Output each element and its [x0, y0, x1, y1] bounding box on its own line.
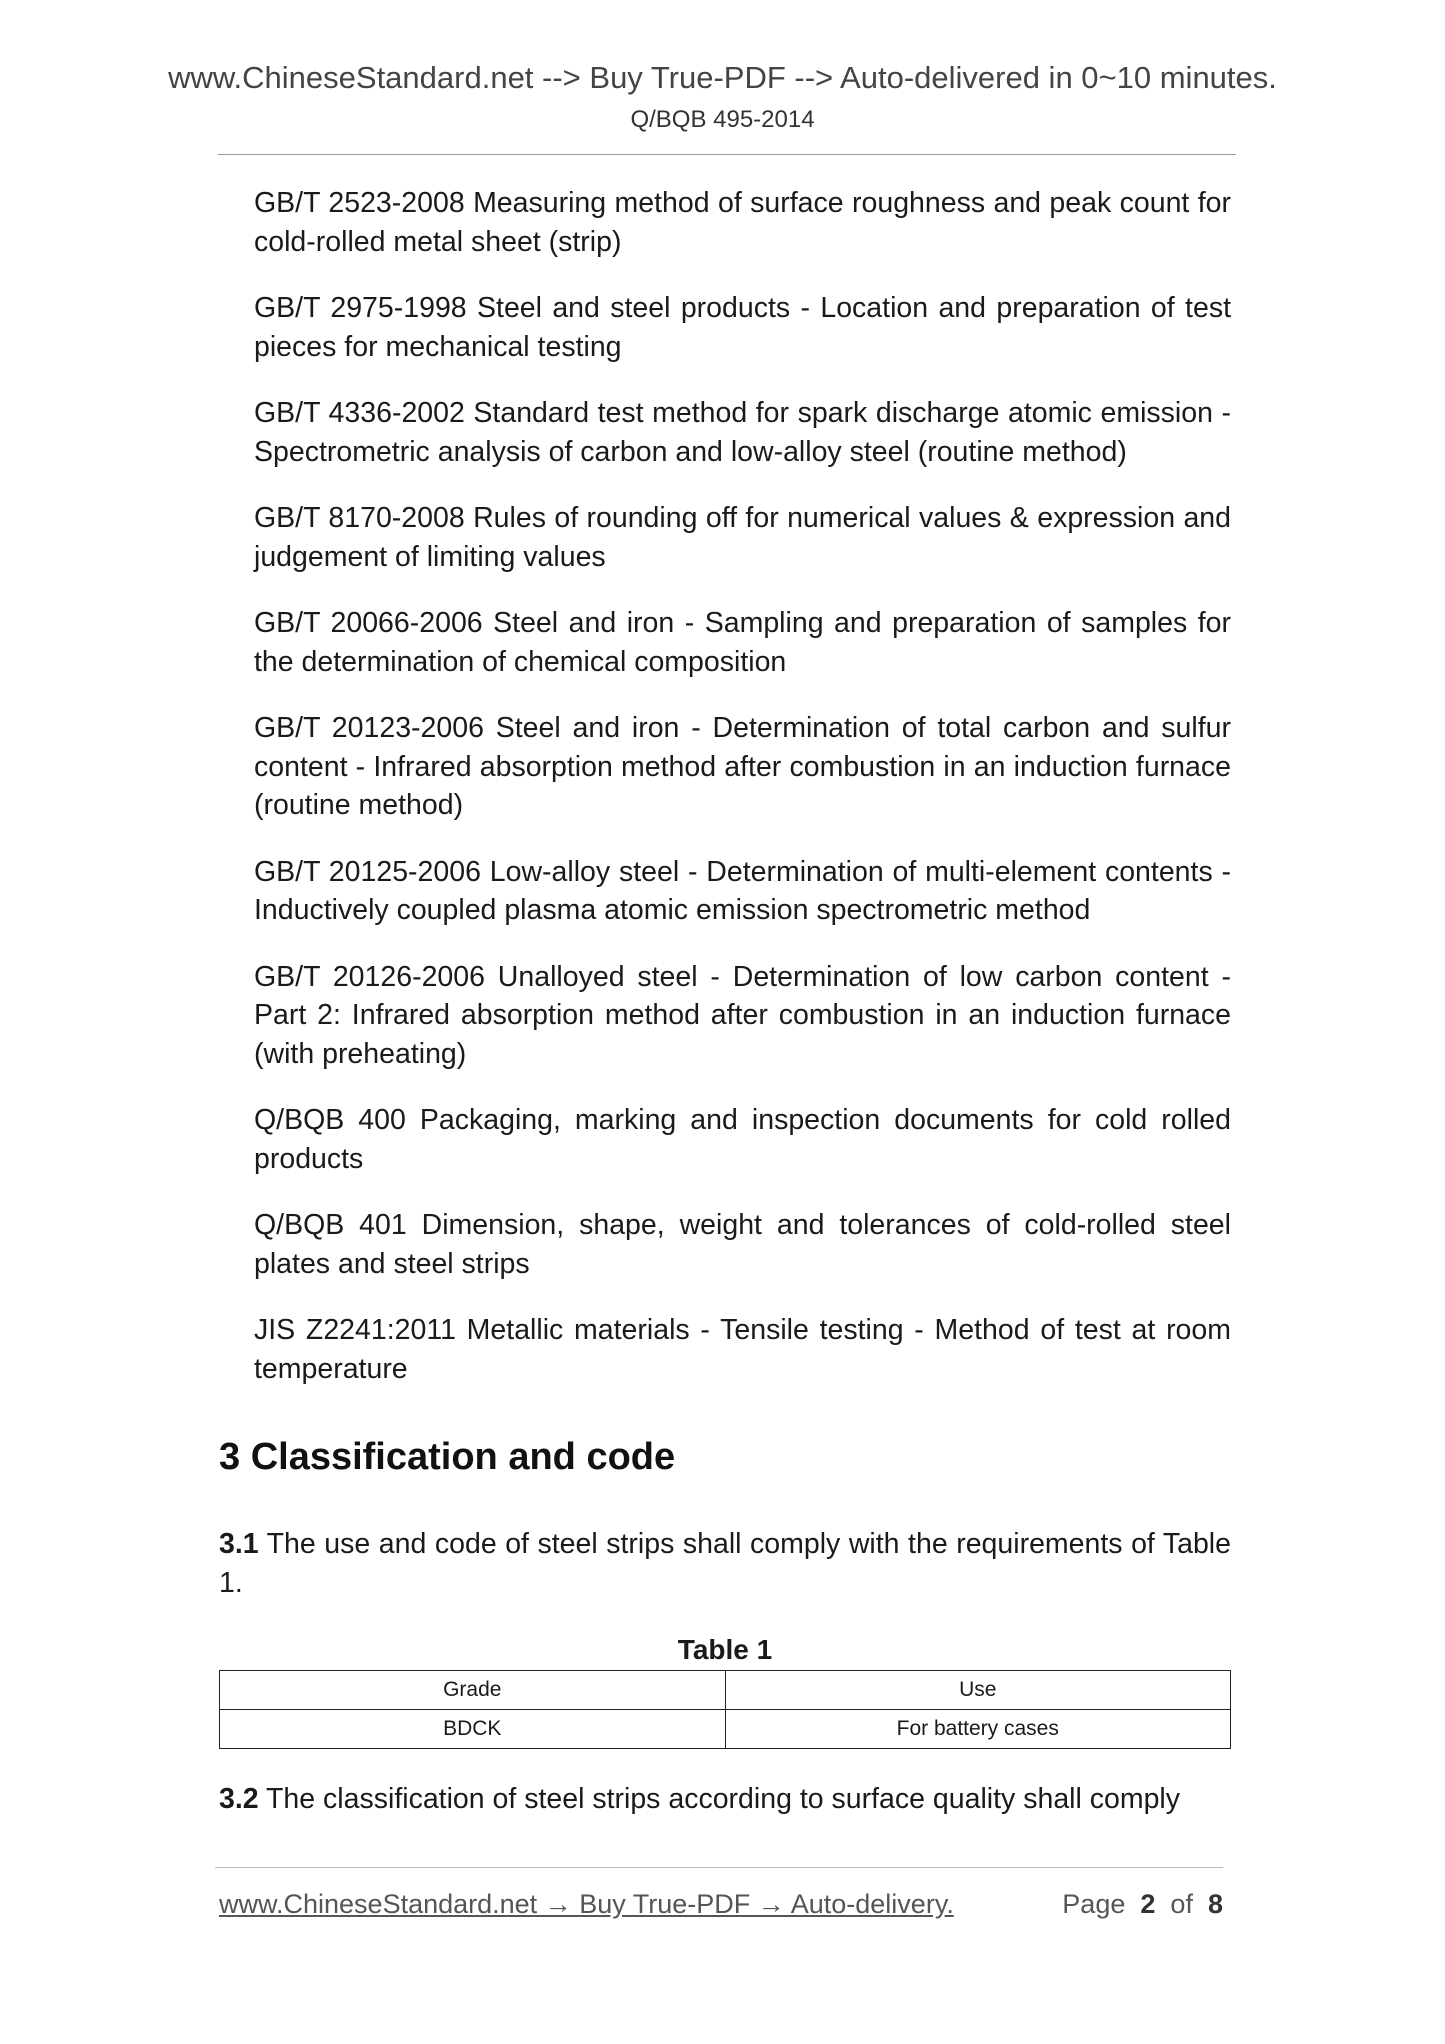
reference-item: GB/T 2523-2008 Measuring method of surface roughness and peak count for cold-rolled metal sheet (strip) — [254, 187, 1231, 258]
clause-3-1 — [219, 1525, 1231, 1602]
reference-item: GB/T 20066-2006 Steel and iron - Sampling and preparation of samples for the determination of chemical composition — [254, 607, 1231, 678]
page-number: 2 — [1140, 1889, 1156, 1919]
reference-item: GB/T 20126-2006 Unalloyed steel - Determination of low carbon content - Part 2: Infrared absorption method after combustion in an induction furnace (with preheating) — [254, 960, 1231, 1070]
table-header-cell: Grade — [220, 1671, 726, 1710]
clause-text: The use and code of steel strips shall comply with the requirements of Table 1. — [219, 1528, 1231, 1599]
of-label: of — [1170, 1889, 1193, 1919]
clause-3-2 — [219, 1780, 1231, 1819]
footer-link[interactable]: www.ChineseStandard.net → Buy True-PDF → Auto-delivery. — [219, 1889, 954, 1919]
grade-use-table — [219, 1670, 1231, 1749]
header-divider — [218, 154, 1236, 155]
table-caption: Table 1 — [677, 1634, 773, 1665]
reference-item: GB/T 2975-1998 Steel and steel products - Location and preparation of test pieces for mechanical testing — [254, 292, 1231, 363]
clause-text: The classification of steel strips according to surface quality shall comply — [258, 1783, 1181, 1815]
page-total: 8 — [1207, 1889, 1223, 1919]
document-code: Q/BQB 495-2014 — [630, 106, 815, 133]
table-header-cell: Use — [725, 1671, 1231, 1710]
clause-number: 3.1 — [219, 1528, 259, 1560]
normative-references-list — [254, 184, 1231, 1416]
page-label: Page — [1062, 1889, 1126, 1919]
table-cell: BDCK — [220, 1710, 726, 1749]
clause-number: 3.2 — [219, 1783, 259, 1815]
table-cell: For battery cases — [725, 1710, 1231, 1749]
reference-item: GB/T 8170-2008 Rules of rounding off for numerical values & expression and judgement of limiting values — [254, 502, 1231, 573]
reference-item: GB/T 20125-2006 Low-alloy steel - Determination of multi-element contents - Inductively coupled plasma atomic emission spectrometric method — [254, 855, 1231, 926]
reference-item: Q/BQB 400 Packaging, marking and inspection documents for cold rolled products — [254, 1104, 1231, 1175]
page-indicator — [1062, 1886, 1223, 1922]
section-heading: 3 Classification and code — [219, 1436, 676, 1478]
reference-item: Q/BQB 401 Dimension, shape, weight and tolerances of cold-rolled steel plates and steel strips — [254, 1209, 1231, 1280]
header-banner: www.ChineseStandard.net --> Buy True-PDF --> Auto-delivered in 0~10 minutes. — [168, 60, 1277, 95]
table-row — [220, 1710, 1231, 1749]
table-header-row — [220, 1671, 1231, 1710]
reference-item: JIS Z2241:2011 Metallic materials - Tensile testing - Method of test at room temperature — [254, 1314, 1231, 1385]
reference-item: GB/T 4336-2002 Standard test method for spark discharge atomic emission - Spectrometric analysis of carbon and low-alloy steel (routine method) — [254, 397, 1231, 468]
reference-item: GB/T 20123-2006 Steel and iron - Determination of total carbon and sulfur content - Infrared absorption method after combustion in an induction furnace (routine method) — [254, 712, 1231, 821]
footer-divider — [215, 1867, 1223, 1868]
